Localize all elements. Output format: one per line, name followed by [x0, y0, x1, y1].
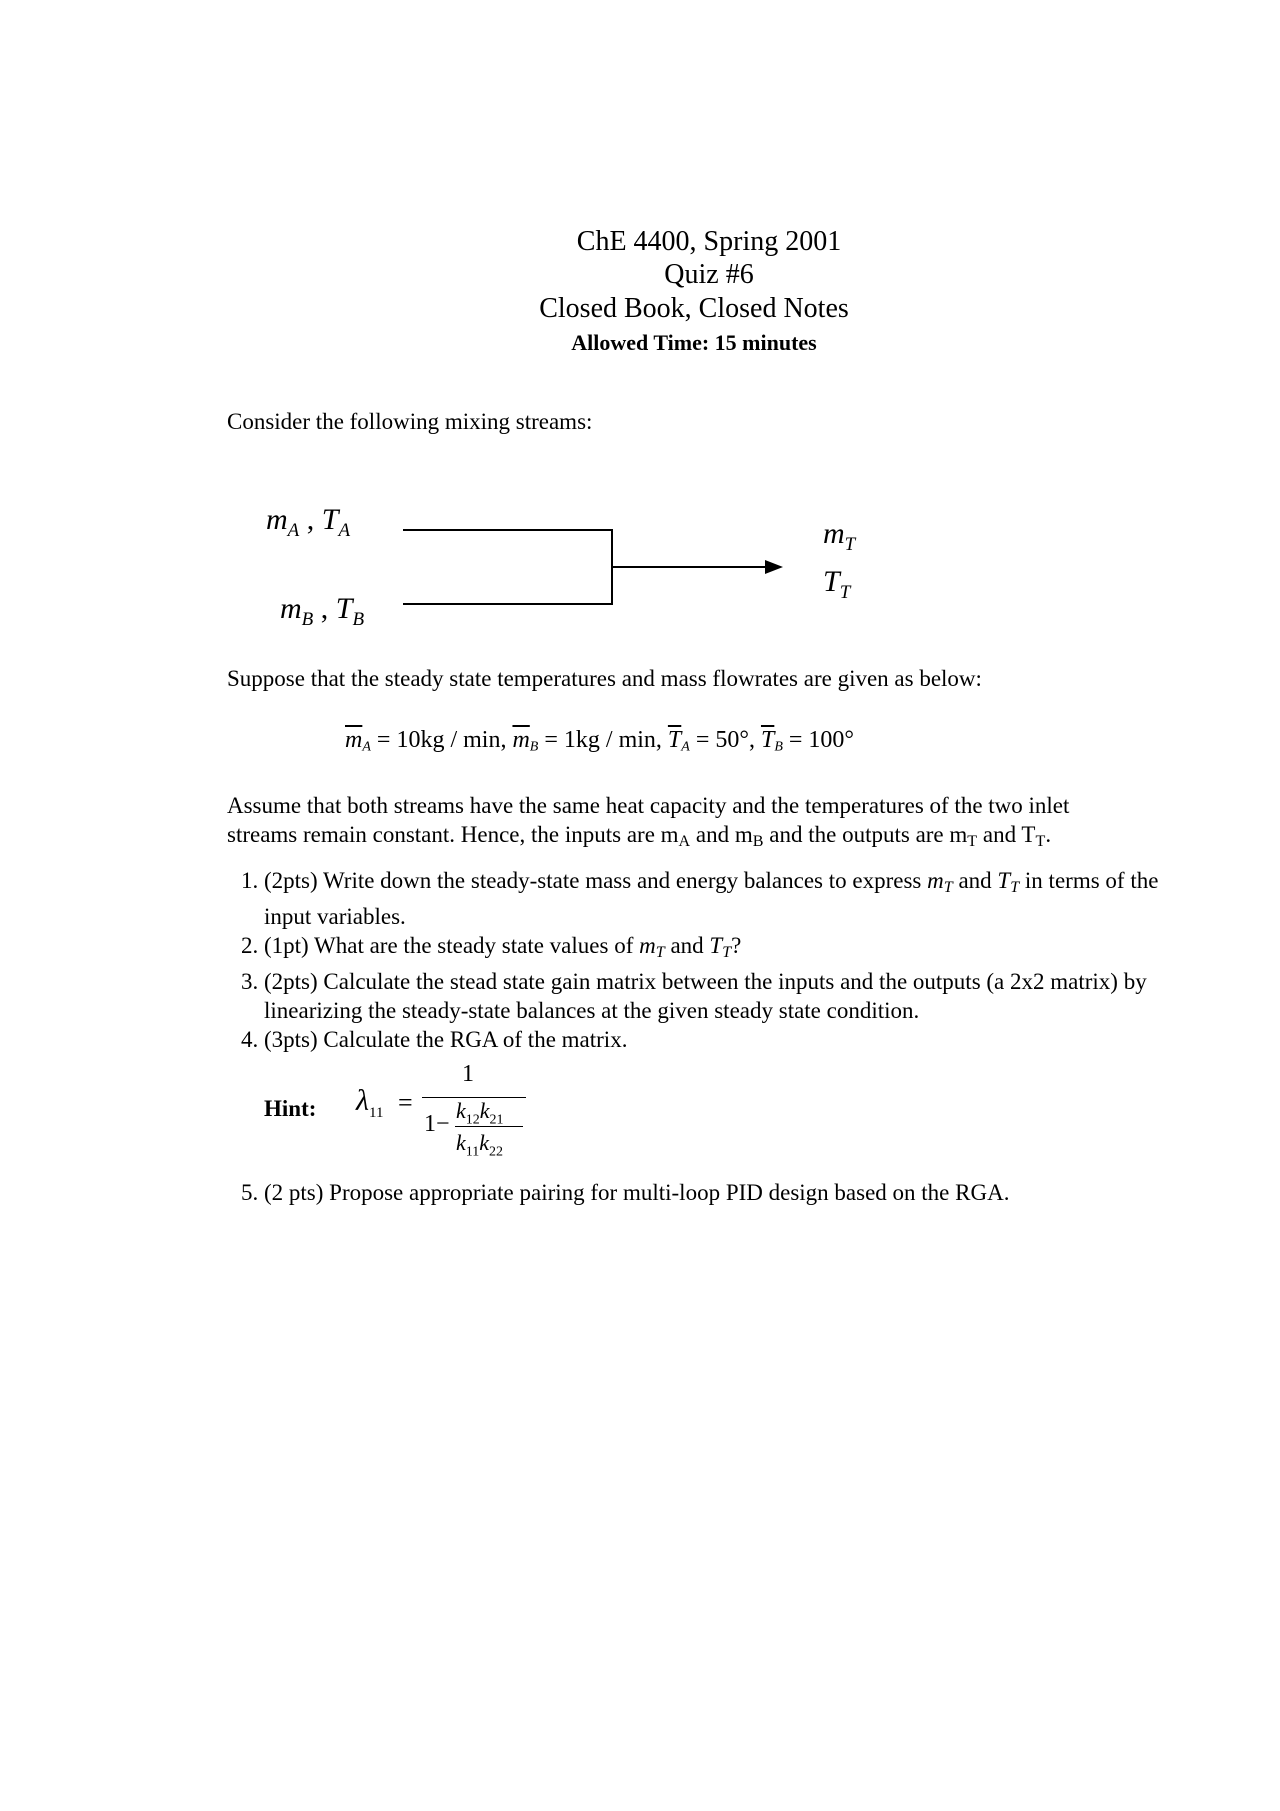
fraction-numerator: 1 — [462, 1061, 474, 1088]
exam-rules: Closed Book, Closed Notes — [539, 293, 849, 324]
lambda-symbol: $\lambda_{11}$ — [356, 1084, 384, 1122]
inner-denominator: $k_{11}k_{22}$ — [456, 1130, 504, 1160]
question-list — [227, 866, 1184, 1207]
inner-numerator: $k_{12}k_{21}$ — [456, 1098, 504, 1128]
course-title: ChE 4400, Spring 2001 — [576, 226, 842, 257]
steady-state-intro: Suppose that the steady state temperatures and mass flowrates are given as below: — [227, 666, 982, 691]
equals-sign: = — [398, 1088, 413, 1118]
one-minus: 1− — [424, 1111, 450, 1138]
hint-block — [264, 1054, 1184, 1178]
mixing-diagram — [0, 0, 1280, 700]
allowed-time: Allowed Time: 15 minutes — [571, 330, 817, 355]
hint-label: Hint: — [264, 1096, 317, 1122]
question-5: 5. (2 pts) Propose appropriate pairing for multi-loop PID design based on the RGA. — [264, 1178, 1184, 1207]
outlet-flow-label: $m_T$ — [823, 517, 856, 555]
outlet-arrowhead — [765, 560, 783, 574]
inlet-b-label: $m_B$ , $T_B$ — [280, 592, 365, 630]
steady-state-equation: $\overline{m}_A = 10kg / \min$, $\overline{m}_B = 1kg / \min$, $\overline{T}_A = 50^\circ$, $\overline{T}_B = 100^\circ$ — [345, 727, 855, 755]
outlet-temp-label: $T_T$ — [823, 565, 851, 603]
question-4: 4. (3pts) Calculate the RGA of the matrix. Hint: $\lambda_{11}$ = 1 1− $k_{12}k_{21}$ $k_{11}k_{22}$ — [264, 1025, 1184, 1178]
assumption-text: Assume that both streams have the same heat capacity and the temperatures of the two inlet streams remain constant. Hence, the inputs are $m_A$ and $m_B$ and the outputs are $m_T$ and $T_T$. — [227, 793, 1070, 851]
intro-text: Consider the following mixing streams: — [227, 409, 593, 434]
quiz-number: Quiz #6 — [664, 259, 754, 290]
inner-fraction-bar — [455, 1126, 523, 1127]
question-3: 3. (2pts) Calculate the stead state gain matrix between the inputs and the outputs (a 2x2 matrix) by linearizing the steady-state balances at the given steady state condition. — [264, 967, 1184, 1025]
question-1: 1. (2pts) Write down the steady-state mass and energy balances to express $m_T$ and $T_T$ in terms of the input variables. — [264, 866, 1184, 931]
question-2: 2. (1pt) What are the steady state values of $m_T$ and $T_T$? — [264, 931, 1184, 967]
inlet-a-label: $m_A$ , $T_A$ — [266, 503, 351, 541]
